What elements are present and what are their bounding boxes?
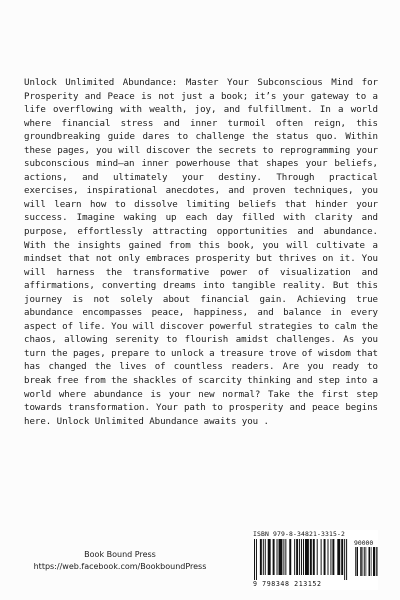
barcode-bar xyxy=(285,539,286,575)
publisher-url: https://web.facebook.com/BookboundPress xyxy=(33,562,207,571)
barcode-bar xyxy=(378,547,379,576)
barcode-bar xyxy=(366,547,367,576)
barcode-bar xyxy=(324,539,326,575)
barcode-bar xyxy=(277,539,278,575)
isbn-barcode xyxy=(253,530,378,590)
barcode-bar xyxy=(355,547,356,576)
barcode-bar xyxy=(321,539,322,575)
barcode-bar xyxy=(313,539,315,575)
barcode-bar xyxy=(346,539,347,580)
isbn-label: ISBN 979-8-34821-3315-2 xyxy=(253,530,345,538)
barcode-bar xyxy=(283,539,284,575)
barcode-bar xyxy=(296,539,298,575)
barcode-bar xyxy=(273,539,275,575)
price-barcode-bars xyxy=(354,547,378,581)
barcode-bar xyxy=(330,539,331,575)
barcode-bar xyxy=(260,539,262,575)
barcode-bar xyxy=(369,547,371,576)
barcode-bar xyxy=(364,547,365,576)
barcode-bar xyxy=(373,547,375,576)
barcode-bar xyxy=(301,539,302,575)
barcode-bar xyxy=(328,539,329,575)
barcode-bar xyxy=(360,547,362,576)
barcode-bar xyxy=(337,539,340,575)
barcode-bar xyxy=(376,547,377,576)
barcode-bar xyxy=(256,539,257,580)
ean-digits: 9 798348 213152 xyxy=(253,580,322,588)
barcode-bar xyxy=(310,539,312,575)
barcode-bar xyxy=(279,539,283,575)
barcode-bar xyxy=(268,539,271,575)
price-code: 90000 xyxy=(354,539,374,547)
barcode-bar xyxy=(341,539,343,575)
barcode-bar xyxy=(294,539,295,575)
barcode-bar xyxy=(303,539,304,575)
barcode-bar xyxy=(263,539,264,575)
barcode-bar xyxy=(254,539,255,580)
barcode-bar xyxy=(305,539,309,575)
publisher-info xyxy=(0,549,240,573)
publisher-name: Book Bound Press xyxy=(84,550,156,559)
barcode-bar xyxy=(371,547,372,576)
barcode-bar xyxy=(332,539,334,575)
book-description: Unlock Unlimited Abundance: Master Your Subconscious Mind for Prosperity and Peace is not just a book; it’s your gateway to a life overflowing with wealth, joy, and fulfillment. In a world where financial stress and inner turmoil often reign, this groundbreaking guide dares to challenge the status quo. Within these pages, you will discover the secrets to reprogramming your subconscious mind—an inner powerhouse that shapes your beliefs, actions, and ultimately your destiny. Through practical exercises, inspirational anecdotes, and proven techniques, you will learn how to dissolve limiting beliefs that hinder your success. Imagine waking up each day filled with clarity and purpose, effortlessly attracting opportunities and abundance. With the insights gained from this book, you will cultivate a mindset that not only embraces prosperity but thrives on it. You will harness the transformative power of visualization and affirmations, converting dreams into tangible reality. But this journey is not solely about financial gain. Achieving true abundance encompasses peace, happiness, and balance in every aspect of life. You will discover powerful strategies to calm the chaos, allowing serenity to flourish amidst challenges. As you turn the pages, prepare to unlock a treasure trove of wisdom that has changed the lives of countless readers. Are you ready to break free from the shackles of scarcity thinking and step into a world where abundance is your new normal? Take the first step towards transformation. Your path to prosperity and peace begins here. Unlock Unlimited Abundance awaits you . xyxy=(24,78,378,427)
ean-barcode-bars xyxy=(253,539,351,580)
barcode-bar xyxy=(363,547,364,576)
barcode-bar xyxy=(317,539,318,575)
barcode-bar xyxy=(265,539,266,575)
barcode-bar xyxy=(357,547,359,576)
barcode-bar xyxy=(299,539,300,575)
barcode-bar xyxy=(344,539,345,580)
barcode-bar xyxy=(289,539,291,575)
